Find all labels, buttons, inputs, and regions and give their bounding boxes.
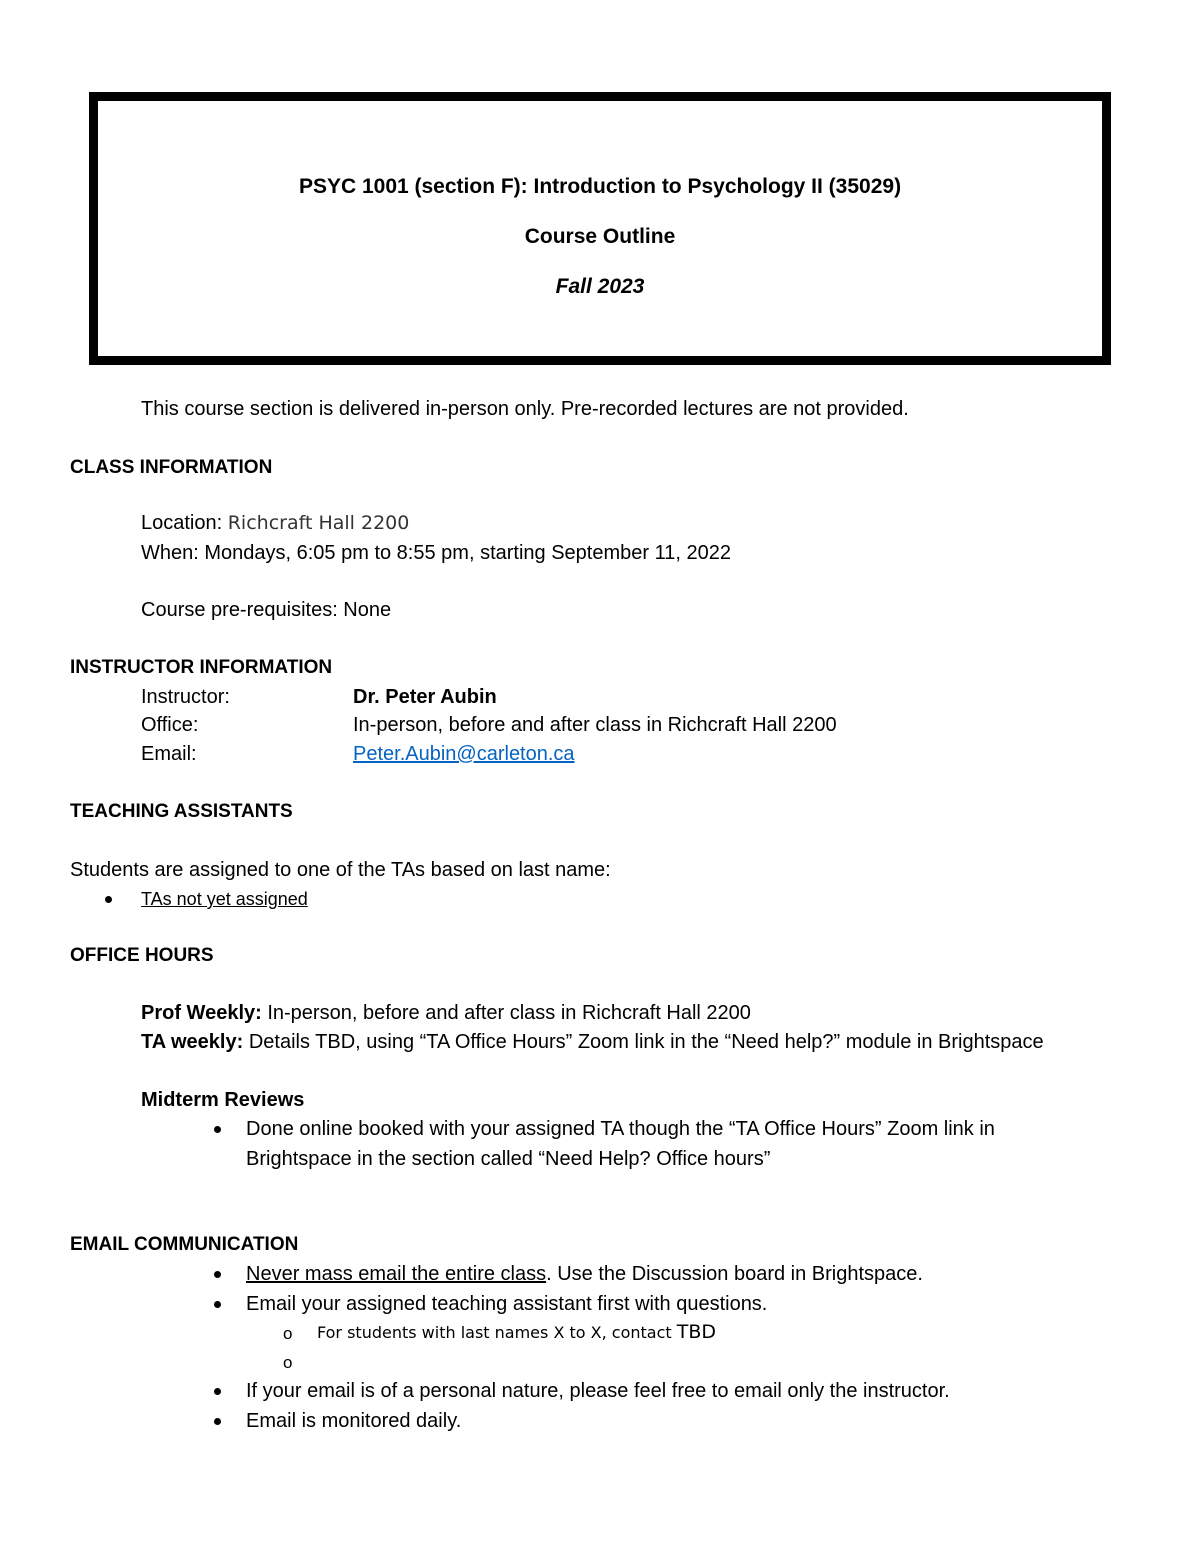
prof-office-hours <box>141 1003 751 1023</box>
instructor-information-heading: INSTRUCTOR INFORMATION <box>70 657 333 678</box>
mass-email-warning: Never mass email the entire class <box>246 1263 547 1285</box>
office-hours-heading: OFFICE HOURS <box>70 945 214 966</box>
delivery-note: This course section is delivered in-person only. Pre-recorded lectures are not provided. <box>141 398 909 420</box>
bullet-icon <box>105 896 112 903</box>
email-rule-ta-first: Email your assigned teaching assistant first with questions. <box>246 1293 768 1315</box>
midterm-review-line-1: Done online booked with your assigned TA though the “TA Office Hours” Zoom link in <box>246 1118 995 1140</box>
instructor-label: Instructor: <box>141 686 230 708</box>
class-schedule: When: Mondays, 6:05 pm to 8:55 pm, starting September 11, 2022 <box>141 542 731 564</box>
bullet-icon <box>214 1418 221 1425</box>
instructor-name: Dr. Peter Aubin <box>353 686 497 708</box>
sub-bullet-icon: o <box>283 1353 293 1372</box>
course-title-box <box>89 92 1111 365</box>
ta-assignment-intro: Students are assigned to one of the TAs based on last name: <box>70 859 611 881</box>
office-label: Office: <box>141 714 199 736</box>
class-information-heading: CLASS INFORMATION <box>70 457 273 478</box>
ta-office-hours <box>141 1032 1044 1052</box>
course-outline-label: Course Outline <box>524 225 676 248</box>
email-rule-monitored: Email is monitored daily. <box>246 1410 462 1432</box>
bullet-icon <box>214 1271 221 1278</box>
midterm-reviews-heading: Midterm Reviews <box>141 1089 305 1111</box>
email-rule-personal: If your email is of a personal nature, please feel free to email only the instructor. <box>246 1380 950 1402</box>
email-rule-mass-email <box>246 1264 923 1284</box>
bullet-icon <box>214 1301 221 1308</box>
ta-contact-text: For students with last names X to X, contact <box>317 1323 677 1342</box>
instructor-email-link[interactable]: Peter.Aubin@carleton.ca <box>353 743 575 765</box>
location-label: Location: <box>141 512 223 534</box>
course-prerequisites: Course pre-requisites: None <box>141 599 392 621</box>
ta-contact-row <box>317 1323 716 1342</box>
term-label: Fall 2023 <box>555 275 645 298</box>
bullet-icon <box>214 1126 221 1133</box>
office-value: In-person, before and after class in Richcraft Hall 2200 <box>353 714 837 736</box>
ta-list-item: TAs not yet assigned <box>141 889 308 909</box>
prof-weekly-label: Prof Weekly: <box>141 1002 262 1024</box>
midterm-review-line-2: Brightspace in the section called “Need Help? Office hours” <box>246 1148 771 1170</box>
discussion-board-note: . Use the Discussion board in Brightspace. <box>546 1263 923 1285</box>
teaching-assistants-heading: TEACHING ASSISTANTS <box>70 801 293 822</box>
ta-weekly-value: Details TBD, using “TA Office Hours” Zoom link in the “Need help?” module in Brightspace <box>248 1031 1044 1053</box>
bullet-icon <box>214 1388 221 1395</box>
course-title: PSYC 1001 (section F): Introduction to Psychology II (35029) <box>298 175 902 198</box>
location-value: Richcraft Hall 2200 <box>227 512 410 534</box>
sub-bullet-icon: o <box>283 1324 293 1343</box>
ta-contact-tbd: TBD <box>676 1321 717 1343</box>
email-communication-heading: EMAIL COMMUNICATION <box>70 1234 299 1255</box>
ta-weekly-label: TA weekly: <box>141 1031 244 1053</box>
prof-weekly-value: In-person, before and after class in Richcraft Hall 2200 <box>267 1002 751 1024</box>
email-label: Email: <box>141 743 197 765</box>
location-row <box>141 513 409 533</box>
